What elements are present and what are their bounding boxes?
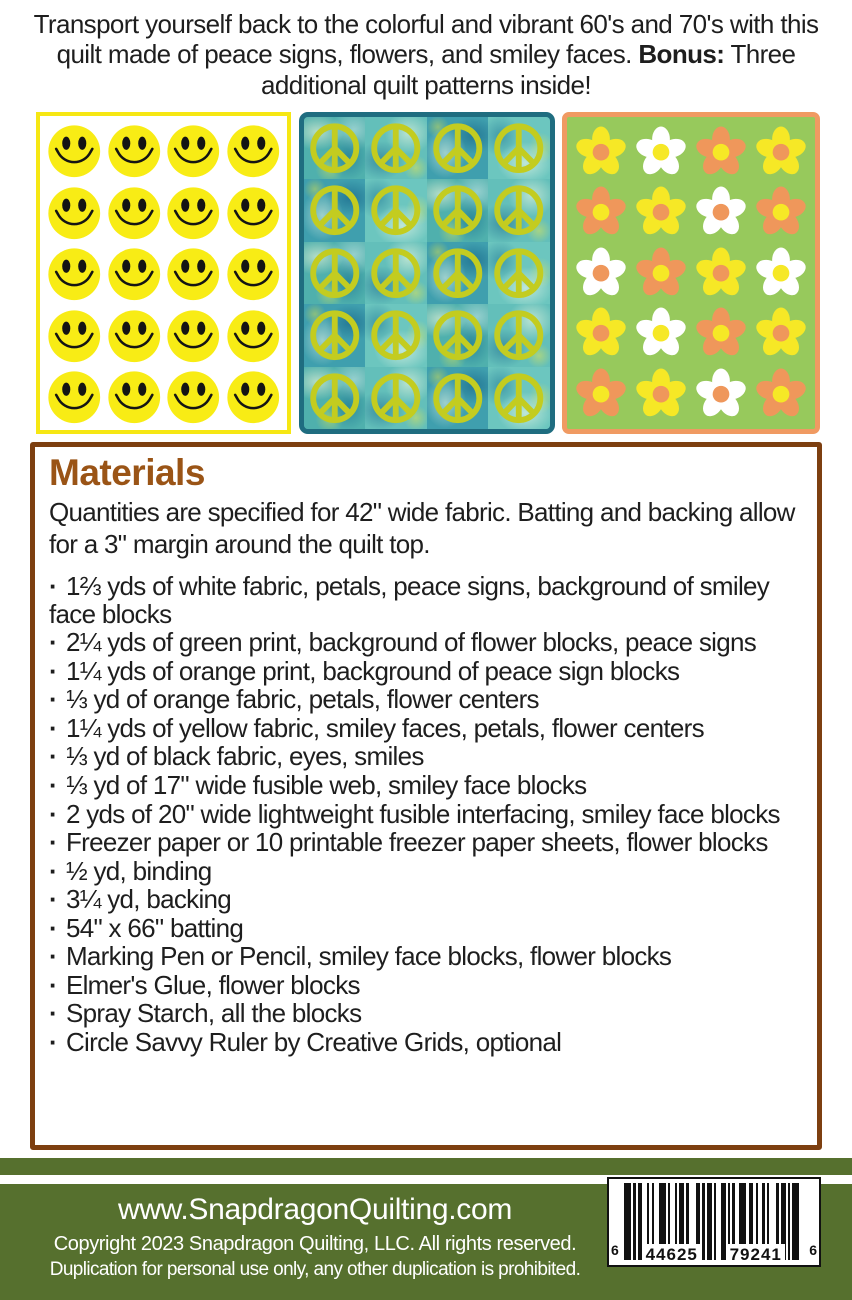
material-item [49, 855, 805, 886]
bonus-label: Bonus: [638, 39, 725, 70]
peace-sign-block [427, 367, 489, 429]
intro-text [30, 9, 822, 100]
smiley-face-block [225, 369, 282, 426]
barcode-bar [702, 1183, 704, 1260]
smiley-face-block [165, 123, 222, 180]
flower-icon [572, 244, 630, 302]
bullet-dot: · [49, 969, 57, 1000]
flower-block [692, 123, 750, 181]
material-item [49, 1026, 805, 1057]
peace-sign-icon [367, 244, 425, 302]
smiley-face-icon [46, 369, 103, 426]
peace-sign-block [427, 117, 489, 179]
flower-icon [632, 183, 690, 241]
flower-icon [752, 123, 810, 181]
smiley-face-block [46, 123, 103, 180]
material-item-text: 2¼ yds of green print, background of flower blocks, peace signs [65, 627, 757, 658]
material-item [49, 743, 805, 771]
material-item [49, 912, 805, 943]
material-item-text: 1¼ yds of yellow fabric, smiley faces, petals, flower centers [65, 712, 704, 743]
smiley-face-block [106, 308, 163, 365]
peace-sign-block [365, 367, 427, 429]
smiley-face-block [225, 308, 282, 365]
smiley-face-icon [225, 308, 282, 365]
flower-icon [752, 365, 810, 423]
smiley-face-block [165, 369, 222, 426]
flower-icon [632, 123, 690, 181]
smiley-face-icon [106, 369, 163, 426]
materials-intro-text: Quantities are specified for 42" wide fabric. Batting and backing allow for a 3" margin around the quilt top. [49, 496, 795, 559]
peace-sign-icon [490, 181, 548, 239]
peace-sign-block [427, 179, 489, 241]
barcode-bar [633, 1183, 635, 1260]
material-item [49, 1000, 805, 1028]
peace-sign-icon [367, 369, 425, 427]
flower-icon [572, 304, 630, 362]
barcode-bar [707, 1183, 712, 1260]
flower-block [632, 183, 690, 241]
smiley-face-quilt-image [36, 112, 291, 434]
smiley-face-block [225, 123, 282, 180]
smiley-face-block [106, 185, 163, 242]
smiley-face-block [106, 369, 163, 426]
smiley-face-block [46, 308, 103, 365]
peace-sign-block [488, 242, 550, 304]
peace-sign-block [304, 242, 366, 304]
flower-block [692, 183, 750, 241]
material-item [49, 629, 805, 657]
flower-block [752, 244, 810, 302]
flower-block [632, 123, 690, 181]
flower-icon [692, 244, 750, 302]
bullet-dot: · [49, 741, 57, 772]
barcode-left-digit: 6 [611, 1242, 619, 1258]
barcode-number-group-1: 44625 [643, 1244, 701, 1265]
smiley-face-icon [225, 369, 282, 426]
bullet-dot: · [49, 1026, 57, 1057]
flower-icon [692, 365, 750, 423]
peace-sign-block [488, 367, 550, 429]
smiley-face-block [165, 308, 222, 365]
smiley-face-icon [106, 185, 163, 242]
material-item [49, 886, 805, 914]
peace-sign-block [365, 304, 427, 366]
peace-sign-block [488, 117, 550, 179]
bullet-dot: · [49, 655, 57, 686]
peace-sign-icon [367, 119, 425, 177]
peace-sign-icon [429, 119, 487, 177]
flower-icon [752, 304, 810, 362]
material-item-text: 3¼ yd, backing [65, 884, 232, 915]
material-item-text: ⅓ yd of orange fabric, petals, flower centers [65, 684, 539, 715]
flower-block [752, 123, 810, 181]
material-item [49, 655, 805, 686]
peace-sign-block [304, 367, 366, 429]
smiley-face-icon [225, 185, 282, 242]
smiley-face-icon [46, 123, 103, 180]
material-item-text: ½ yd, binding [65, 855, 212, 886]
smiley-face-icon [46, 308, 103, 365]
material-item-text: Freezer paper or 10 printable freezer paper sheets, flower blocks [65, 827, 768, 858]
smiley-face-block [225, 246, 282, 303]
smiley-face-icon [165, 185, 222, 242]
flower-block [752, 365, 810, 423]
smiley-face-block [46, 185, 103, 242]
flower-icon [692, 183, 750, 241]
material-item-text: 1⅔ yds of white fabric, petals, peace signs, background of smiley face blocks [49, 571, 770, 629]
peace-sign-icon [306, 244, 364, 302]
barcode-bar [721, 1183, 726, 1260]
flower-block [692, 304, 750, 362]
smiley-face-block [165, 185, 222, 242]
bullet-dot: · [49, 712, 57, 743]
peace-sign-block [427, 242, 489, 304]
peace-sign-block [427, 304, 489, 366]
material-item-text: ⅓ yd of black fabric, eyes, smiles [65, 741, 424, 772]
bullet-dot: · [49, 769, 57, 800]
flower-icon [632, 244, 690, 302]
peace-sign-icon [490, 244, 548, 302]
material-item-text: 1¼ yds of orange print, background of peace sign blocks [65, 655, 680, 686]
duplication-notice: Duplication for personal use only, any other duplication is prohibited. [49, 1259, 581, 1280]
peace-sign-icon [429, 369, 487, 427]
smiley-face-icon [106, 123, 163, 180]
website-url: www.SnapdragonQuilting.com [117, 1193, 513, 1226]
peace-sign-block [365, 117, 427, 179]
flower-block [632, 365, 690, 423]
peace-sign-icon [306, 369, 364, 427]
flower-icon [572, 183, 630, 241]
smiley-face-icon [165, 369, 222, 426]
materials-heading: Materials [49, 452, 205, 493]
smiley-face-icon [165, 123, 222, 180]
intro-text-after: Three additional quilt patterns inside! [261, 39, 796, 100]
intro-text-before: Transport yourself back to the colorful and vibrant 60's and 70's with this quilt made of peace signs, flowers, and smiley faces. [33, 9, 819, 70]
flower-icon [632, 304, 690, 362]
peace-sign-block [304, 117, 366, 179]
flower-icon [572, 123, 630, 181]
peace-sign-block [365, 179, 427, 241]
bullet-dot: · [49, 941, 57, 972]
bullet-dot: · [49, 998, 57, 1029]
bullet-dot: · [49, 855, 57, 886]
bullet-dot: · [49, 571, 57, 602]
peace-sign-icon [367, 181, 425, 239]
peace-sign-icon [490, 369, 548, 427]
peace-sign-icon [490, 306, 548, 364]
bullet-dot: · [49, 827, 57, 858]
flower-block [692, 244, 750, 302]
flower-block [572, 244, 630, 302]
peace-sign-icon [367, 306, 425, 364]
flower-icon [632, 365, 690, 423]
bullet-dot: · [49, 798, 57, 829]
peace-sign-icon [429, 244, 487, 302]
smiley-face-icon [165, 308, 222, 365]
copyright-line: Copyright 2023 Snapdragon Quilting, LLC. All rights reserved. [53, 1233, 577, 1255]
peace-sign-block [304, 304, 366, 366]
material-item-text: Spray Starch, all the blocks [65, 998, 362, 1029]
material-item [49, 573, 805, 628]
barcode-bar [714, 1183, 716, 1260]
flower-icon [692, 304, 750, 362]
smiley-face-block [106, 123, 163, 180]
material-item-text: Circle Savvy Ruler by Creative Grids, optional [65, 1026, 562, 1057]
barcode-bar [792, 1183, 799, 1260]
flower-block [632, 304, 690, 362]
smiley-face-block [46, 246, 103, 303]
material-item-text: ⅓ yd of 17" wide fusible web, smiley face blocks [65, 769, 587, 800]
smiley-face-block [165, 246, 222, 303]
upc-barcode [607, 1177, 821, 1267]
smiley-face-icon [106, 246, 163, 303]
smiley-face-icon [165, 246, 222, 303]
material-item [49, 829, 805, 857]
bullet-dot: · [49, 684, 57, 715]
flower-block [572, 365, 630, 423]
peace-sign-quilt-image [299, 112, 555, 434]
flower-quilt-image [562, 112, 820, 434]
materials-list [49, 573, 805, 1056]
peace-sign-icon [429, 306, 487, 364]
quilt-preview-row [36, 112, 820, 434]
material-item [49, 969, 805, 1000]
flower-block [752, 304, 810, 362]
flower-icon [752, 183, 810, 241]
flower-block [572, 123, 630, 181]
footer-text-block [5, 1192, 625, 1283]
peace-sign-block [365, 242, 427, 304]
peace-sign-icon [306, 119, 364, 177]
materials-section [30, 442, 822, 1150]
flower-block [752, 183, 810, 241]
barcode-bar [624, 1183, 631, 1260]
barcode-bar [788, 1183, 790, 1260]
barcode-number-group-2: 79241 [727, 1244, 785, 1265]
flower-icon [692, 123, 750, 181]
material-item-text: Marking Pen or Pencil, smiley face blocks, flower blocks [65, 941, 672, 972]
peace-sign-icon [306, 181, 364, 239]
flower-block [572, 183, 630, 241]
peace-sign-block [488, 304, 550, 366]
bullet-dot: · [49, 884, 57, 915]
material-item [49, 712, 805, 743]
flower-block [692, 365, 750, 423]
smiley-face-icon [106, 308, 163, 365]
peace-sign-icon [429, 181, 487, 239]
smiley-face-block [46, 369, 103, 426]
peace-sign-icon [490, 119, 548, 177]
smiley-face-icon [225, 123, 282, 180]
material-item [49, 943, 805, 971]
bullet-dot: · [49, 912, 57, 943]
material-item-text: Elmer's Glue, flower blocks [65, 969, 360, 1000]
peace-sign-icon [306, 306, 364, 364]
smiley-face-block [106, 246, 163, 303]
smiley-face-block [225, 185, 282, 242]
material-item [49, 769, 805, 800]
material-item [49, 798, 805, 829]
flower-block [632, 244, 690, 302]
smiley-face-icon [46, 246, 103, 303]
smiley-face-icon [225, 246, 282, 303]
bullet-dot: · [49, 627, 57, 658]
smiley-face-icon [46, 185, 103, 242]
barcode-right-digit: 6 [809, 1242, 817, 1258]
material-item [49, 686, 805, 714]
footer-accent-band [0, 1158, 852, 1175]
flower-icon [752, 244, 810, 302]
peace-sign-block [488, 179, 550, 241]
material-item-text: 54" x 66" batting [65, 912, 244, 943]
peace-sign-block [304, 179, 366, 241]
material-item-text: 2 yds of 20" wide lightweight fusible interfacing, smiley face blocks [65, 798, 780, 829]
flower-icon [572, 365, 630, 423]
flower-block [572, 304, 630, 362]
